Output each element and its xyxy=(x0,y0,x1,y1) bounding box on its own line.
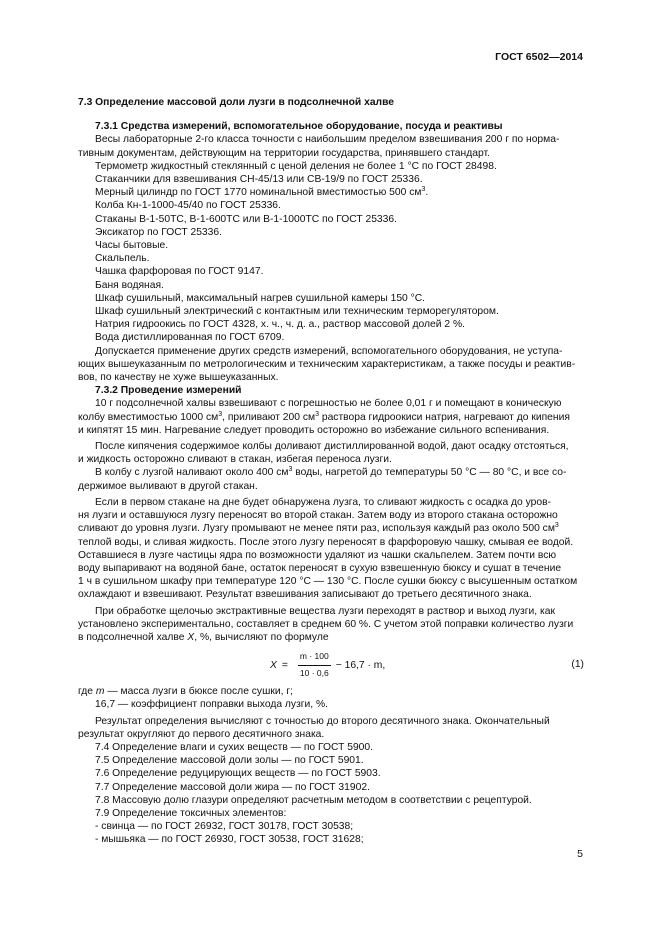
text-span: колбу вместимостью 1000 см xyxy=(78,411,219,423)
item-line: 7.9 Определение токсичных элементов: xyxy=(95,807,287,819)
text-line: ющих вышеуказанным по метрологическим и техническим характеристикам, а также посуды и реактив- xyxy=(78,358,576,370)
superscript: 3 xyxy=(554,522,559,530)
text-line: После кипячения содержимое колбы доливают дистиллированной водой, дают осадку отстояться, xyxy=(95,441,569,453)
text-span: В колбу с лузгой наливают около 400 см xyxy=(95,467,289,479)
text-line: Оставшиеся в лузге частицы ядра по возможности удаляют из чашки скальпелем. Затем почти всю xyxy=(78,549,557,561)
text-line: Вода дистиллированная по ГОСТ 6709. xyxy=(95,332,285,344)
text-span: где xyxy=(78,686,96,698)
page-number: 5 xyxy=(577,848,583,860)
section-title: 7.3 Определение массовой доли лузги в подсолнечной халве xyxy=(78,97,395,108)
text-line: Допускается применение других средств измерений, вспомогательного оборудования, не уступа- xyxy=(95,345,563,357)
text-span: в подсолнечной халве xyxy=(78,631,188,643)
variable-x: X xyxy=(187,631,195,643)
text-line: Эксикатор по ГОСТ 25336. xyxy=(95,226,222,238)
superscript: 3 xyxy=(421,186,426,194)
text-line: Результат определения вычисляют с точностью до второго десятичного знака. Окончательный xyxy=(95,715,550,727)
superscript: 3 xyxy=(218,410,223,418)
text-line: держимое выливают в другой стакан. xyxy=(78,480,258,492)
text-line: Стаканы В-1-50ТС, В-1-600ТС или В-1-1000ТС по ГОСТ 25336. xyxy=(95,213,397,225)
formula-tail: − 16,7 · m, xyxy=(335,659,386,671)
text-line: Стаканчики для взвешивания СН-45/13 или СВ-19/9 по ГОСТ 25336. xyxy=(95,174,423,186)
text-line: результат округляют до первого десятичного знака. xyxy=(78,728,325,740)
text-line: и жидкость осторожно сливают в стакан, избегая переноса лузги. xyxy=(78,454,392,466)
formula-number: (1) xyxy=(571,659,584,671)
text-line: Натрия гидроокись по ГОСТ 4328, х. ч., ч. д. а., раствор массовой долей 2 %. xyxy=(95,319,465,331)
formula-numerator: m · 100 xyxy=(298,650,331,665)
text-line: вов, по качеству не хуже вышеуказанных. xyxy=(78,372,279,384)
text-line: 1 ч в сушильном шкафу при температуре 120 °С — 130 °С. После сушки бюксу с высушенным остатком xyxy=(78,576,578,588)
text-line: Весы лабораторные 2-го класса точности с наибольшим пределом взвешивания 200 г по норма- xyxy=(95,134,560,146)
text-span: воды, нагретой до температуры 50 °С — 80 °С, и все со- xyxy=(292,467,567,479)
subsection-title-7-3-2: 7.3.2 Проведение измерений xyxy=(95,385,242,397)
text-span: сливают до уровня лузги. Лузгу промывают не менее пяти раз, используя каждый раз около 500 см xyxy=(78,523,555,535)
text-line: установлено экспериментально, составляет в среднем 60 %. С учетом этой поправки количество лузги xyxy=(78,618,574,630)
where-line xyxy=(78,685,584,698)
item-line: 7.7 Определение массовой доли жира — по ГОСТ 31902. xyxy=(95,781,370,793)
where-line: 16,7 — коэффициент поправки выхода лузги, %. xyxy=(95,699,329,711)
item-line: 7.8 Массовую долю глазури определяют расчетным методом в соответствии с рецептурой. xyxy=(95,794,532,806)
formula-1 xyxy=(78,648,584,682)
text-line: Чашка фарфоровая по ГОСТ 9147. xyxy=(95,266,264,278)
text-line xyxy=(78,631,584,644)
text-line xyxy=(78,466,584,479)
text-span: раствора гидроокиси натрия, нагревают до кипения xyxy=(318,411,570,423)
text-line: Если в первом стакане на дне будет обнаружена лузга, то сливают жидкость с осадка до уров- xyxy=(95,496,552,508)
formula-equals: = xyxy=(281,659,288,671)
item-line: - свинца — по ГОСТ 26932, ГОСТ 30178, ГОСТ 30538; xyxy=(95,821,354,833)
text-span: — масса лузги в бюксе после сушки, г; xyxy=(104,686,293,698)
text-line: При обработке щелочью экстрактивные вещества лузги переходят в раствор и выход лузги, как xyxy=(95,605,555,617)
superscript: 3 xyxy=(315,410,319,418)
text-line: Часы бытовые. xyxy=(95,240,169,252)
item-line: 7.5 Определение массовой доли золы — по ГОСТ 5901. xyxy=(95,755,364,767)
subsection-title-7-3-1: 7.3.1 Средства измерений, вспомогательное оборудование, посуда и реактивы xyxy=(95,121,503,133)
formula-denominator: 10 · 0,6 xyxy=(299,667,329,678)
text-line: Шкаф сушильный электрический с контактным или техническим терморегулятором. xyxy=(95,306,499,318)
text-line: Термометр жидкостный стеклянный с ценой деления не более 1 °С по ГОСТ 28498. xyxy=(95,160,497,172)
text-line: охлаждают и взвешивают. Результат взвешивания записывают до третьего десятичного знака. xyxy=(78,589,532,601)
item-line: 7.6 Определение редуцирующих веществ — по ГОСТ 5903. xyxy=(95,768,381,780)
page-content xyxy=(78,96,584,847)
text-line: ня лузги и оставшуюся лузгу переносят во второй стакан. Затем воду из второго стакана осторожно xyxy=(78,510,558,522)
text-line: Баня водяная. xyxy=(95,279,164,291)
text-line: воду выпаривают на водяной бане, остаток переносят в сухую взвешенную бюксу и сушат в течение xyxy=(78,562,562,574)
text-line xyxy=(78,411,584,424)
formula-lhs: X xyxy=(270,659,277,671)
variable-m: m xyxy=(95,686,105,698)
text-line: Мерный цилиндр по ГОСТ 1770 номинальной вместимостью 500 $см^3$. xyxy=(95,186,429,199)
text-span: , приливают 200 см xyxy=(222,411,316,423)
text-line: Колба Кн-1-1000-45/40 по ГОСТ 25336. xyxy=(95,200,281,212)
formula-fraction xyxy=(298,650,331,679)
text-span: , %, вычисляют по формуле xyxy=(194,631,329,643)
formula-expression xyxy=(270,648,385,682)
text-line: Шкаф сушильный, максимальный нагрев сушильной камеры 150 °С. xyxy=(95,292,426,304)
text-line: теплой воды, и сливая жидкость. После этого лузгу переносят в фарфоровую чашку, смывая ее водой. xyxy=(78,536,574,548)
item-line: 7.4 Определение влаги и сухих веществ — по ГОСТ 5900. xyxy=(95,741,373,753)
text-line: тивным документам, действующим на территории государства, принявшего стандарт. xyxy=(78,147,490,159)
text-line xyxy=(78,522,584,535)
text-line: 10 г подсолнечной халвы взвешивают с погрешностью не более 0,01 г и помещают в коническую xyxy=(95,398,562,410)
superscript: 3 xyxy=(288,466,293,474)
text-span: Мерный цилиндр по ГОСТ 1770 номинальной вместимостью 500 см xyxy=(95,187,422,199)
document-code: ГОСТ 6502—2014 xyxy=(495,51,583,63)
item-line: - мышьяка — по ГОСТ 26930, ГОСТ 30538, ГОСТ 31628; xyxy=(95,834,364,846)
text-line: и кипятят 15 мин. Нагревание следует проводить осторожно во избежание сильного вспенивания. xyxy=(78,424,550,436)
text-line: Скальпель. xyxy=(95,253,150,265)
